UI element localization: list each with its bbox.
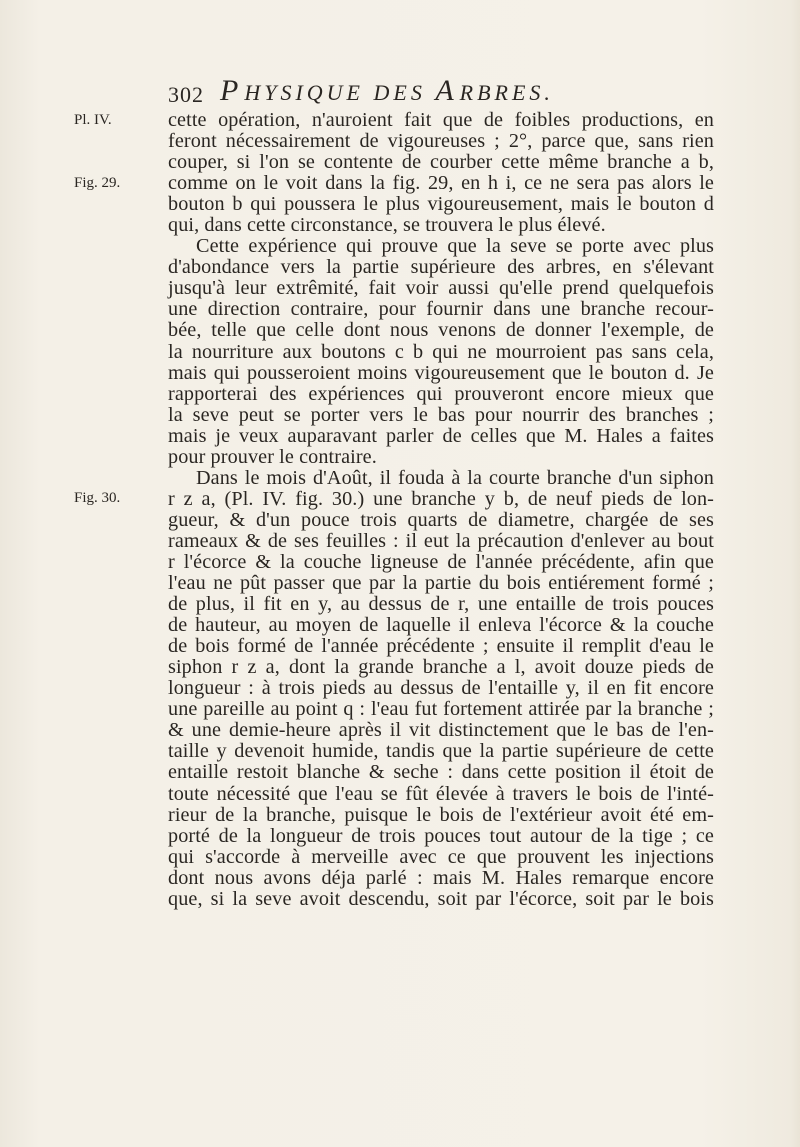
- text-line: rapporterai des expériences qui prouveront encore mieux que: [168, 382, 714, 405]
- text-line: une pareille au point q : l'eau fut fortement attirée par la branche ;: [168, 698, 714, 721]
- text-line: qui s'accorde à merveille avec ce que prouvent les injections: [168, 845, 714, 868]
- text-line: taille y devenoit humide, tandis que la partie supérieure de cette: [168, 740, 714, 763]
- text-line: mais je veux auparavant parler de celles que M. Hales a faites: [168, 424, 714, 447]
- running-title-part-2: RBRES.: [459, 80, 554, 105]
- margin-note-plate: Pl. IV.: [74, 112, 112, 128]
- text-line: cette opération, n'auroient fait que de foibles productions, en: [168, 109, 714, 131]
- text-line: porté de la longueur de trois pouces tout autour de la tige ; ce: [168, 824, 714, 847]
- text-line: de hauteur, au moyen de laquelle il enleva l'écorce & la couche: [168, 614, 714, 637]
- text-line: une direction contraire, pour fournir dans une branche recour-: [168, 298, 714, 321]
- text-line: r l'écorce & la couche ligneuse de l'année précédente, afin que: [168, 550, 714, 573]
- text-line: longueur : à trois pieds au dessus de l'entaille y, il en fit encore: [168, 677, 714, 700]
- text-line: feront nécessairement de vigoureuses ; 2°, parce que, sans rien: [168, 130, 714, 153]
- text-line: Dans le mois d'Août, il fouda à la courte branche d'un siphon: [196, 466, 714, 489]
- text-line: la seve peut se porter vers le bas pour nourrir des branches ;: [168, 403, 714, 426]
- text-line: la nourriture aux boutons c b qui ne mourroient pas sans cela,: [168, 340, 714, 363]
- running-title-part-1: HYSIQUE DES: [244, 80, 436, 105]
- text-line: entaille restoit blanche & seche : dans cette position il étoit de: [168, 761, 714, 784]
- text-line: r z a, (Pl. IV. fig. 30.) une branche y b, de neuf pieds de lon-: [168, 487, 714, 510]
- text-line: bouton b qui poussera le plus vigoureusement, mais le bouton d: [168, 193, 714, 216]
- running-title: [220, 74, 554, 108]
- text-line: qui, dans cette circonstance, se trouvera le plus élevé.: [168, 214, 606, 237]
- margin-note-fig-30: Fig. 30.: [74, 490, 121, 506]
- running-title-initial-1: P: [220, 74, 245, 107]
- text-line: Cette expérience qui prouve que la seve se porte avec plus: [196, 235, 714, 258]
- text-line: l'eau ne pût passer que par la partie du bois entiérement formé ;: [168, 572, 714, 595]
- text-line: d'abondance vers la partie supérieure des arbres, en s'élevant: [168, 256, 714, 279]
- margin-note-fig-29: Fig. 29.: [74, 175, 121, 191]
- text-line: gueur, & d'un pouce trois quarts de diametre, chargée de ses: [168, 508, 714, 531]
- text-line: rameaux & de ses feuilles : il eut la précaution d'enlever au bout: [168, 529, 714, 552]
- text-line: jusqu'à leur extrêmité, fait voir aussi qu'elle prend quelquefois: [168, 277, 714, 300]
- text-line: siphon r z a, dont la grande branche a l, avoit douze pieds de: [168, 656, 714, 679]
- text-line: de plus, il fit en y, au dessus de r, une entaille de trois pouces: [168, 593, 714, 616]
- text-line: de bois formé de l'année précédente ; ensuite il remplit d'eau le: [168, 635, 714, 658]
- text-line: mais qui pousseroient moins vigoureusement que le bouton d. Je: [168, 361, 714, 384]
- text-line: que, si la seve avoit descendu, soit par l'écorce, soit par le bois: [168, 887, 714, 910]
- page-number: 302: [168, 82, 204, 107]
- text-line: dont nous avons déja parlé : mais M. Hales remarque encore: [168, 866, 714, 889]
- text-line: & une demie-heure après il vit distinctement que le bas de l'en-: [168, 719, 714, 742]
- running-title-initial-2: A: [435, 74, 460, 107]
- text-line: bée, telle que celle dont nous venons de donner l'exemple, de: [168, 319, 714, 342]
- text-line: toute nécessité que l'eau se fût élevée à travers le bois de l'inté-: [168, 782, 714, 805]
- text-line: rieur de la branche, puisque le bois de l'extérieur avoit été em-: [168, 803, 714, 826]
- text-line: pour prouver le contraire.: [168, 445, 377, 468]
- body-text: [168, 110, 714, 910]
- text-line: couper, si l'on se contente de courber cette même branche a b,: [168, 151, 714, 174]
- text-line: comme on le voit dans la fig. 29, en h i, ce ne sera pas alors le: [168, 172, 714, 195]
